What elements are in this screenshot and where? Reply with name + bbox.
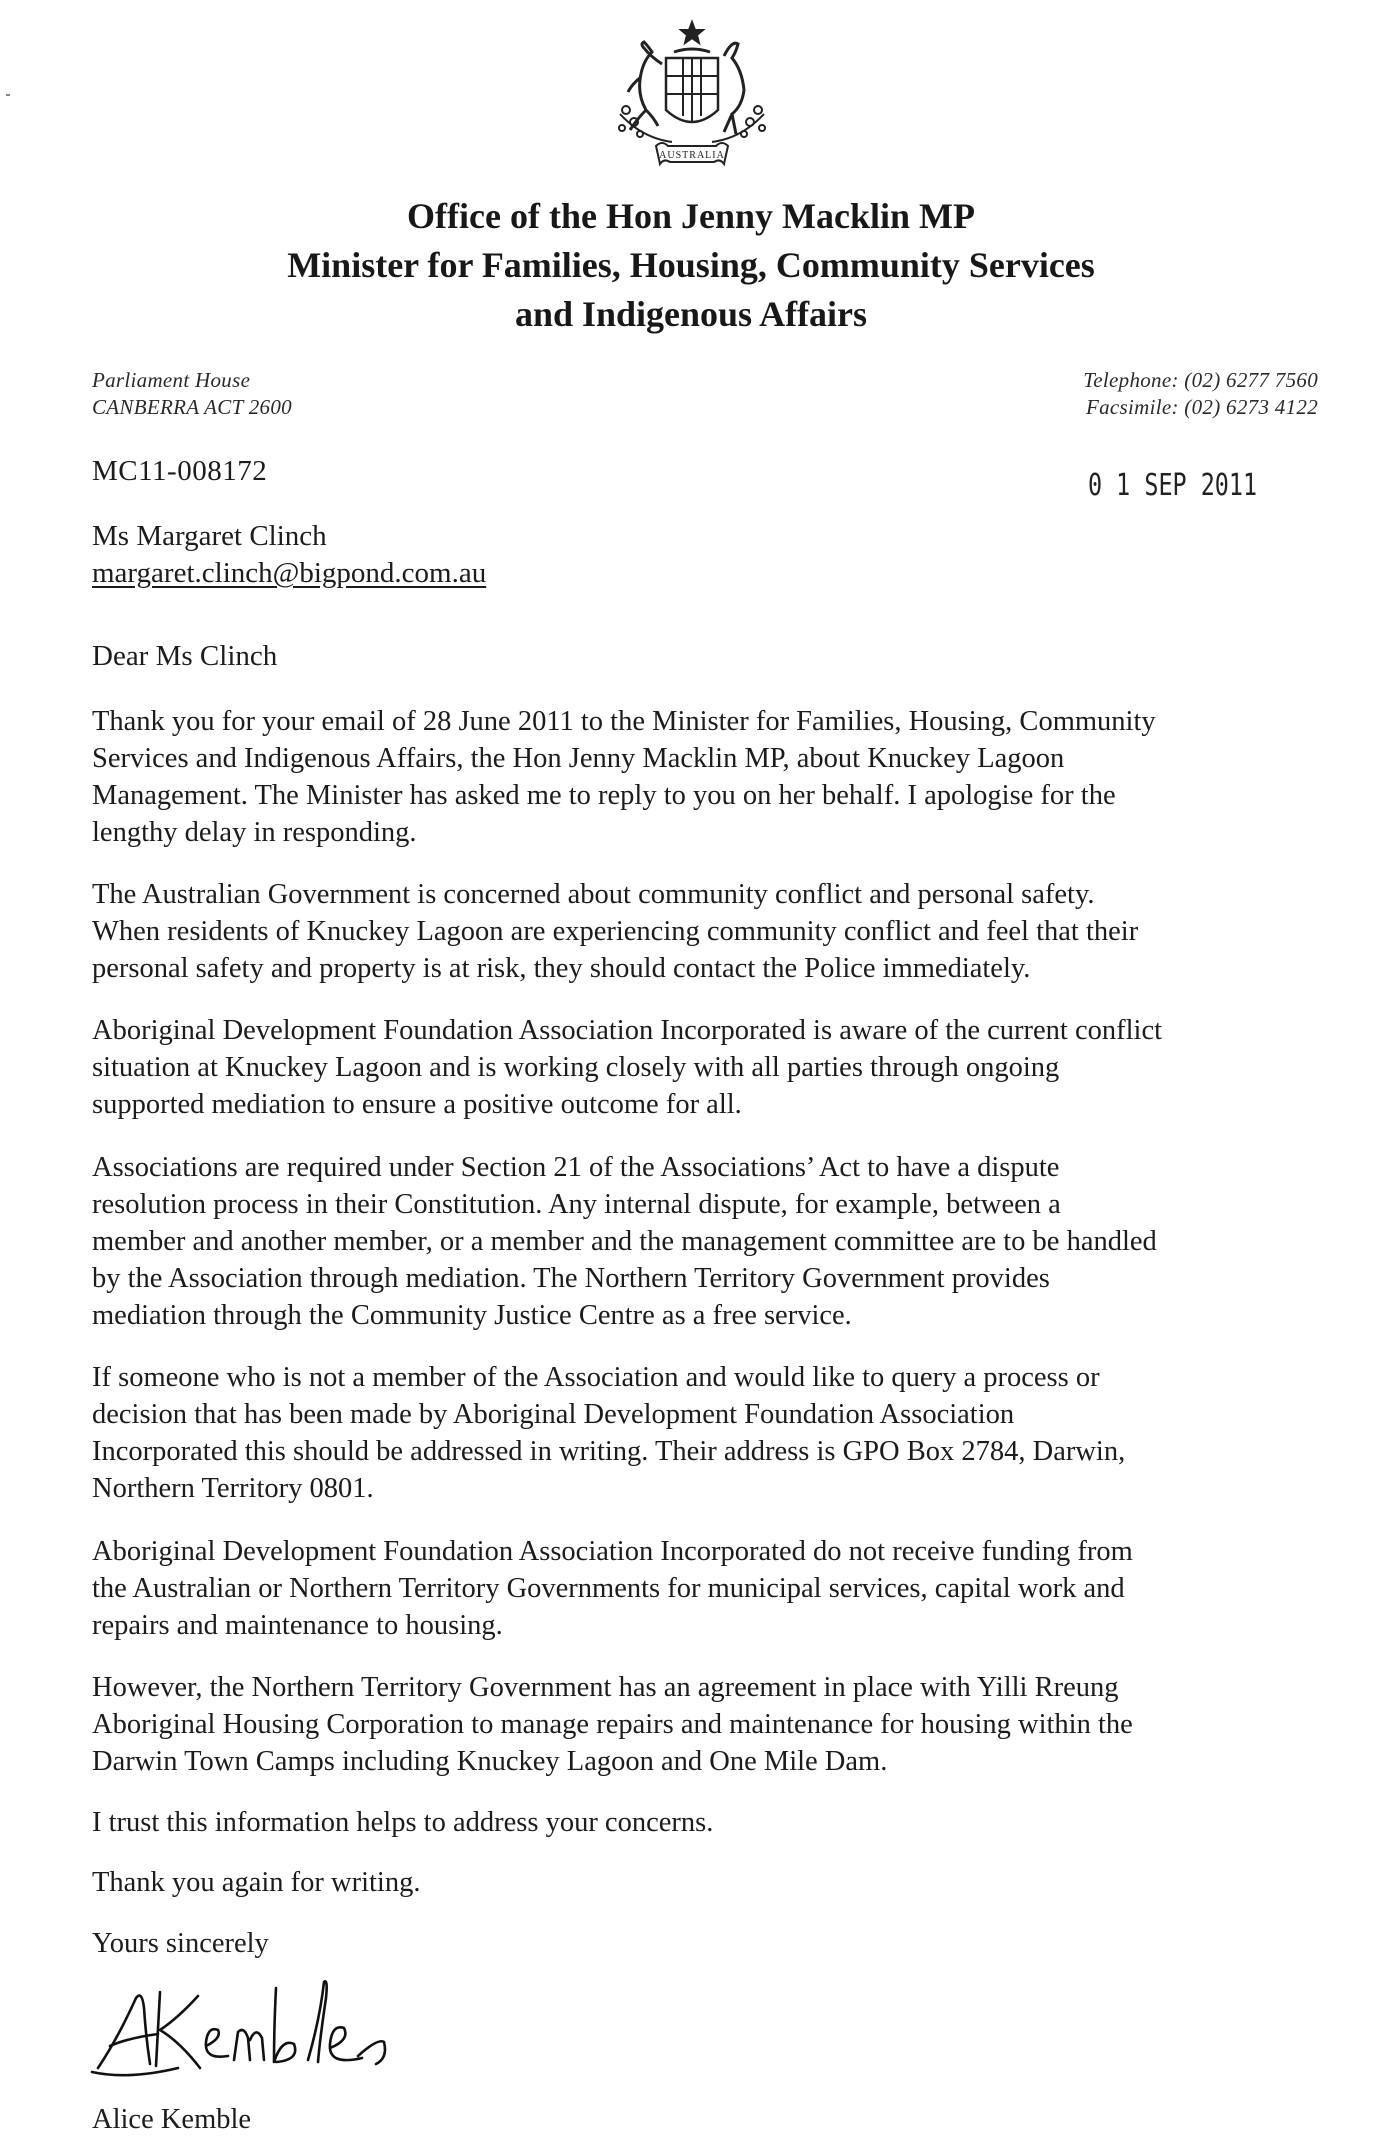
- signature-icon: [88, 1968, 488, 2088]
- paragraph-line: decision that has been made by Aboriginal Development Foundation Association: [92, 1399, 1015, 1430]
- paragraph-line: When residents of Knuckey Lagoon are experiencing community conflict and feel that their: [92, 916, 1139, 947]
- paragraph-line: Darwin Town Camps including Knuckey Lagoon and One Mile Dam.: [92, 1746, 888, 1777]
- minister-title-line2: and Indigenous Affairs: [514, 294, 868, 334]
- paragraph-5: [92, 1359, 1332, 1507]
- recipient-block: [92, 518, 486, 592]
- closing-signoff: Yours sincerely: [92, 1928, 269, 1959]
- paragraph-line: Aboriginal Housing Corporation to manage repairs and maintenance for housing within the: [92, 1709, 1133, 1740]
- recipient-name: Ms Margaret Clinch: [92, 520, 327, 552]
- date-stamp: 0 1 SEP 2011: [1088, 468, 1258, 503]
- paragraph-line: situation at Knuckey Lagoon and is working closely with all parties through ongoing: [92, 1052, 1060, 1083]
- paragraph-line: personal safety and property is at risk, they should contact the Police immediately.: [92, 953, 1031, 984]
- telephone: Telephone: (02) 6277 7560: [1083, 368, 1318, 392]
- paragraph-3: [92, 1012, 1332, 1123]
- paragraph-2: [92, 876, 1332, 987]
- paragraph-line: Aboriginal Development Foundation Association Incorporated is aware of the current conflict: [92, 1015, 1163, 1046]
- paragraph-7: [92, 1669, 1332, 1780]
- signer-name: Alice Kemble: [92, 2104, 252, 2135]
- paragraph-line: Incorporated this should be addressed in writing. Their address is GPO Box 2784, Darwin,: [92, 1436, 1126, 1467]
- paragraph-line: If someone who is not a member of the Association and would like to query a process or: [92, 1362, 1100, 1393]
- paragraph-line: Management. The Minister has asked me to reply to you on her behalf. I apologise for the: [92, 780, 1116, 811]
- paragraph-line: the Australian or Northern Territory Governments for municipal services, capital work and: [92, 1573, 1125, 1604]
- address-line1: Parliament House: [92, 368, 251, 392]
- paragraph-line: Associations are required under Section 21 of the Associations’ Act to have a dispute: [92, 1152, 1060, 1183]
- paragraph-line: However, the Northern Territory Government has an agreement in place with Yilli Rreung: [92, 1672, 1119, 1703]
- paragraph-4: [92, 1149, 1332, 1334]
- office-title: Office of the Hon Jenny Macklin MP: [407, 196, 975, 236]
- paragraph-line: lengthy delay in responding.: [92, 817, 417, 848]
- facsimile: Facsimile: (02) 6273 4122: [1085, 395, 1318, 419]
- address-line2: CANBERRA ACT 2600: [92, 395, 292, 419]
- reference-number: MC11-008172: [92, 455, 268, 487]
- paragraph-line: Services and Indigenous Affairs, the Hon Jenny Macklin MP, about Knuckey Lagoon: [92, 743, 1065, 774]
- coat-of-arms-icon: [592, 18, 792, 184]
- paragraph-6: [92, 1533, 1332, 1644]
- paragraph-1: [92, 703, 1332, 851]
- paragraph-line: supported mediation to ensure a positive outcome for all.: [92, 1089, 742, 1120]
- paragraph-line: Thank you for your email of 28 June 2011 to the Minister for Families, Housing, Community: [92, 706, 1156, 737]
- paragraph-line: member and another member, or a member and the management committee are to be handled: [92, 1226, 1157, 1257]
- paragraph-line: mediation through the Community Justice Centre as a free service.: [92, 1300, 852, 1331]
- paragraph-line: resolution process in their Constitution. Any internal dispute, for example, between a: [92, 1189, 1061, 1220]
- paragraph-line: by the Association through mediation. The Northern Territory Government provides: [92, 1263, 1050, 1294]
- closing-thanks: Thank you again for writing.: [92, 1867, 421, 1898]
- paragraph-line: The Australian Government is concerned about community conflict and personal safety.: [92, 879, 1095, 910]
- scan-speck: [6, 94, 10, 96]
- paragraph-line: Northern Territory 0801.: [92, 1473, 374, 1504]
- paragraph-line: Aboriginal Development Foundation Association Incorporated do not receive funding from: [92, 1536, 1133, 1567]
- recipient-email[interactable]: margaret.clinch@bigpond.com.au: [92, 557, 487, 589]
- minister-title-line1: Minister for Families, Housing, Community Services: [287, 245, 1095, 285]
- closing-trust: I trust this information helps to address your concerns.: [92, 1807, 714, 1838]
- paragraph-line: repairs and maintenance to housing.: [92, 1610, 503, 1641]
- crest-scroll-label: AUSTRALIA: [659, 150, 725, 161]
- salutation: Dear Ms Clinch: [92, 640, 278, 672]
